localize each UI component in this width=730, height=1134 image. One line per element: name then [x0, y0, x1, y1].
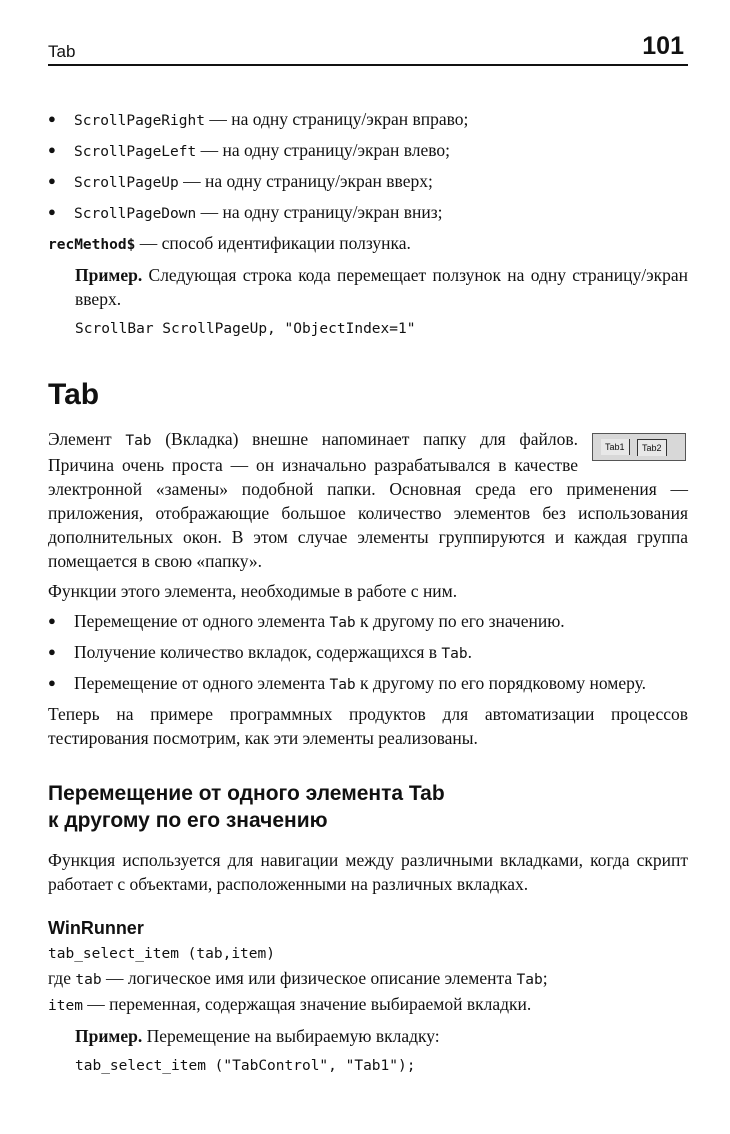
- list-item: [48, 169, 688, 195]
- method-code: ScrollPageLeft: [74, 144, 197, 160]
- section-title: Tab: [48, 378, 100, 411]
- item-code: Tab: [329, 677, 356, 693]
- item-text: Получение количество вкладок, содержащихся в: [74, 642, 442, 662]
- item-paragraph: [48, 992, 688, 1018]
- subsection-title-line-2: к другому по его значению: [48, 809, 328, 832]
- example-paragraph: [75, 263, 688, 311]
- running-title: Tab: [48, 42, 76, 61]
- intro-text-b: (Вкладка) внешне напоминает папку для файлов. Причина очень проста — он изначально разрабатывался в качестве электронной «замены» подобной папки. Основная среда его применения — приложения, отображающие большое количество элементов без использования дополнительных окон. В этом случае элементы группируются и каждая группа помещается в свою «папку».: [48, 429, 688, 571]
- item-code: Tab: [441, 646, 468, 662]
- example-text: Следующая строка кода перемещает ползунок на одну страницу/экран вверх.: [75, 265, 688, 309]
- rec-method-text: — способ идентификации ползунка.: [135, 233, 411, 253]
- method-text: — на одну страницу/экран вверх;: [178, 171, 433, 191]
- method-code: ScrollPageRight: [74, 113, 205, 129]
- page-number: 101: [642, 32, 684, 60]
- winrunner-signature: tab_select_item (tab,item): [48, 946, 275, 962]
- winrunner-example-code: tab_select_item ("TabControl", "Tab1");: [75, 1058, 416, 1074]
- where-text: — логическое имя или физическое описание элемента: [101, 968, 517, 988]
- item-text: к другому по его значению.: [355, 611, 565, 631]
- method-text: — на одну страницу/экран вправо;: [204, 109, 469, 129]
- item-text: .: [467, 642, 472, 662]
- method-text: — на одну страницу/экран влево;: [196, 140, 451, 160]
- example-code: ScrollBar ScrollPageUp, "ObjectIndex=1": [75, 321, 416, 337]
- method-code: ScrollPageDown: [74, 206, 197, 222]
- list-item: [48, 138, 688, 164]
- rec-method-code: recMethod$: [48, 237, 136, 253]
- winrunner-example-paragraph: [75, 1024, 688, 1048]
- winrunner-title: WinRunner: [48, 918, 144, 938]
- functions-intro: Функции этого элемента, необходимые в работе с ним.: [48, 581, 458, 601]
- functions-list: [48, 609, 688, 697]
- item-code: Tab: [329, 615, 356, 631]
- list-item: [48, 640, 688, 666]
- list-item: [48, 609, 688, 635]
- subsection-title: [48, 780, 688, 834]
- item-code: item: [48, 998, 83, 1014]
- example-text: Перемещение на выбираемую вкладку:: [142, 1026, 440, 1046]
- subsection-paragraph: Функция используется для навигации между различными вкладками, когда скрипт работает с объектами, расположенными на различных вкладках.: [48, 850, 688, 894]
- where-text: где: [48, 968, 76, 988]
- item-text: — переменная, содержащая значение выбираемой вкладки.: [82, 994, 532, 1014]
- item-text: Перемещение от одного элемента: [74, 673, 330, 693]
- intro-text-a: Элемент: [48, 429, 126, 449]
- example-label: Пример.: [75, 1026, 143, 1046]
- list-item: [48, 107, 688, 133]
- tab-control-figure: [592, 433, 686, 461]
- running-head: [48, 34, 684, 64]
- summary-paragraph: Теперь на примере программных продуктов для автоматизации процессов тестирования посмотрим, как эти элементы реализованы.: [48, 704, 688, 748]
- method-text: — на одну страницу/экран вниз;: [196, 202, 443, 222]
- page-content: [48, 107, 688, 1084]
- header-rule: [48, 64, 688, 66]
- list-item: [48, 671, 688, 697]
- where-code: tab: [75, 972, 102, 988]
- figure-tab-1: Tab1: [601, 439, 630, 455]
- example-label: Пример.: [75, 265, 143, 285]
- rec-method-paragraph: [48, 231, 688, 257]
- where-paragraph: [48, 966, 688, 992]
- item-text: Перемещение от одного элемента: [74, 611, 330, 631]
- where-code: Tab: [516, 972, 543, 988]
- item-text: к другому по его порядковому номеру.: [355, 673, 647, 693]
- where-text: ;: [542, 968, 548, 988]
- intro-code: Tab: [125, 433, 152, 449]
- method-code: ScrollPageUp: [74, 175, 179, 191]
- list-item: [48, 200, 688, 226]
- figure-tab-2: Tab2: [637, 439, 667, 456]
- subsection-title-line-1: Перемещение от одного элемента Tab: [48, 782, 445, 805]
- scroll-method-list: [48, 107, 688, 226]
